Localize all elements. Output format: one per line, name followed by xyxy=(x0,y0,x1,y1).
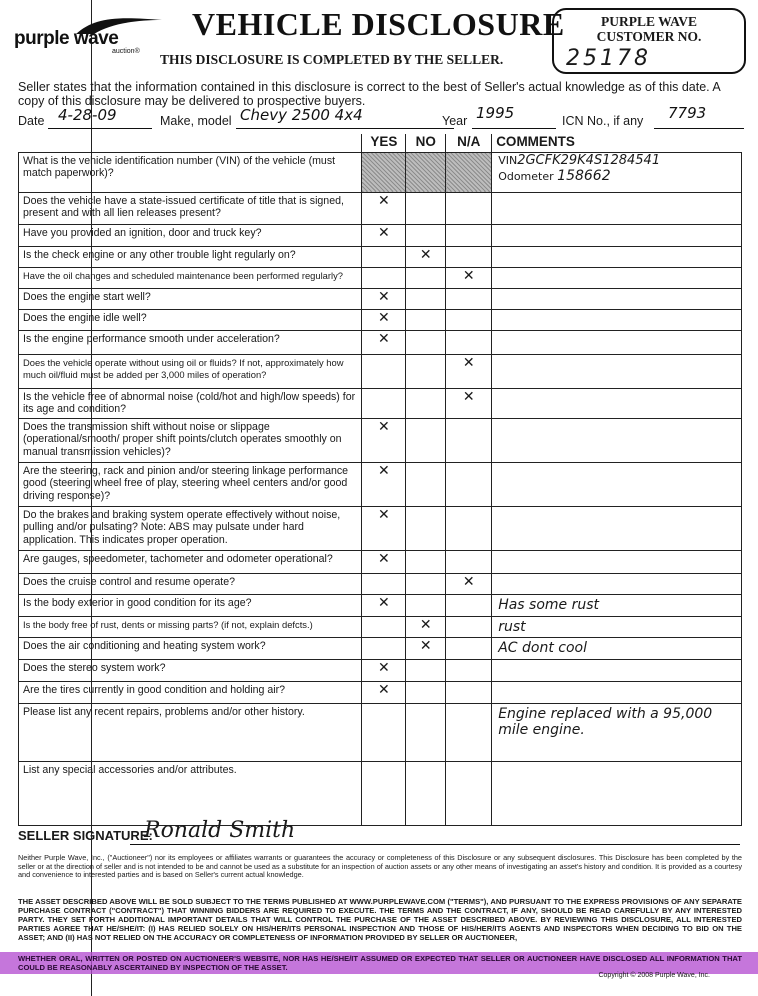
yes-checkbox-cell[interactable] xyxy=(362,637,406,659)
table-row xyxy=(19,192,742,224)
disclosure-table xyxy=(18,134,742,826)
page-subtitle: THIS DISCLOSURE IS COMPLETED BY THE SELLER. xyxy=(160,52,504,67)
no-checkbox-cell[interactable] xyxy=(406,703,446,761)
no-checkbox-cell[interactable] xyxy=(406,267,446,288)
na-checkbox-cell[interactable] xyxy=(446,637,492,659)
no-checkbox-cell[interactable] xyxy=(406,550,446,573)
na-checkbox-cell[interactable] xyxy=(446,681,492,703)
check-mark-icon: ✕ xyxy=(377,550,390,567)
yes-checkbox-cell[interactable] xyxy=(362,659,406,681)
copyright-text: Copyright © 2008 Purple Wave, Inc. xyxy=(598,972,710,979)
question-text: Does the transmission shift without noise or slippage (operational/smooth/ proper shift points/clutch operates smoothly on manual transmission vehicles)? xyxy=(19,418,362,462)
yes-checkbox-cell[interactable] xyxy=(362,550,406,573)
comment-cell[interactable] xyxy=(492,681,742,703)
date-label: Date xyxy=(18,114,45,128)
no-checkbox-cell[interactable] xyxy=(406,224,446,246)
vin-line xyxy=(498,153,741,168)
na-checkbox-cell[interactable] xyxy=(446,659,492,681)
check-mark-icon: ✕ xyxy=(377,681,390,698)
yes-checkbox-cell[interactable] xyxy=(362,506,406,550)
check-mark-icon: ✕ xyxy=(377,462,390,479)
table-row xyxy=(19,573,742,594)
na-checkbox-cell[interactable] xyxy=(446,388,492,418)
yes-checkbox-cell[interactable] xyxy=(362,573,406,594)
seller-signature-label: SELLER SIGNATURE: xyxy=(18,828,153,843)
check-mark-icon: ✕ xyxy=(462,573,475,590)
check-mark-icon: ✕ xyxy=(377,192,390,209)
yes-checkbox-cell[interactable] xyxy=(362,616,406,637)
no-checkbox-cell[interactable] xyxy=(406,388,446,418)
no-checkbox-cell[interactable] xyxy=(406,152,446,192)
no-checkbox-cell[interactable] xyxy=(406,637,446,659)
no-checkbox-cell[interactable] xyxy=(406,288,446,309)
question-text: Have the oil changes and scheduled maintenance been performed regularly? xyxy=(19,267,362,288)
no-checkbox-cell[interactable] xyxy=(406,761,446,825)
comment-cell[interactable] xyxy=(492,388,742,418)
table-header-row xyxy=(19,134,742,152)
check-mark-icon: ✕ xyxy=(419,246,432,263)
question-text: Is the body free of rust, dents or missing parts? (if not, explain defcts.) xyxy=(19,616,362,637)
question-text: Does the engine idle well? xyxy=(19,309,362,330)
yes-checkbox-cell[interactable] xyxy=(362,681,406,703)
vin-value[interactable]: 2GCFK29K4S1284541 xyxy=(517,152,661,168)
table-row xyxy=(19,462,742,506)
comment-cell[interactable] xyxy=(492,616,742,637)
comment-cell[interactable] xyxy=(492,246,742,267)
comment-cell[interactable] xyxy=(492,418,742,462)
comment-cell[interactable] xyxy=(492,192,742,224)
na-checkbox-cell[interactable] xyxy=(446,267,492,288)
comment-cell[interactable] xyxy=(492,550,742,573)
seller-signature[interactable]: Ronald Smith xyxy=(144,818,296,843)
question-text: Is the check engine or any other trouble light regularly on? xyxy=(19,246,362,267)
customer-number-value: 25178 xyxy=(566,46,651,71)
comment-cell[interactable] xyxy=(492,330,742,354)
terms-highlighted-text: WHETHER ORAL, WRITTEN OR POSTED ON AUCTIONEER'S WEBSITE, NOR HAS HE/SHE/IT ASSUMED OR EXPECTED THAT SELLER OR AUCTIONEER HAVE DISCLOSED ALL INFORMATION THAT COULD BE REASONABLY ASCERTAINED BY INSPECTION OF THE ASSET. xyxy=(18,954,742,972)
table-row xyxy=(19,681,742,703)
date-value[interactable]: 4-28-09 xyxy=(58,106,117,124)
odometer-label: Odometer xyxy=(498,169,554,183)
table-row xyxy=(19,330,742,354)
na-column-header: N/A xyxy=(446,134,492,152)
logo-subtext: auction® xyxy=(112,48,140,55)
na-checkbox-cell[interactable] xyxy=(446,616,492,637)
na-checkbox-cell[interactable] xyxy=(446,152,492,192)
no-checkbox-cell[interactable] xyxy=(406,616,446,637)
no-checkbox-cell[interactable] xyxy=(406,330,446,354)
comment-cell[interactable] xyxy=(492,309,742,330)
question-text: Are the steering, rack and pinion and/or steering linkage performance good (steering wheel free of play, steering wheel centers and/or good driving response)? xyxy=(19,462,362,506)
na-checkbox-cell[interactable] xyxy=(446,550,492,573)
comment-cell[interactable] xyxy=(492,506,742,550)
comment-text: AC dont cool xyxy=(498,639,587,656)
comment-cell[interactable] xyxy=(492,267,742,288)
table-row xyxy=(19,659,742,681)
na-checkbox-cell[interactable] xyxy=(446,761,492,825)
table-row xyxy=(19,594,742,616)
question-rows xyxy=(19,152,742,825)
comment-cell[interactable] xyxy=(492,152,742,192)
logo-text: purple wave xyxy=(14,28,119,49)
year-label: Year xyxy=(442,114,468,128)
question-text: Are gauges, speedometer, tachometer and odometer operational? xyxy=(19,550,362,573)
comments-column-header: COMMENTS xyxy=(492,134,742,152)
yes-checkbox-cell[interactable] xyxy=(362,418,406,462)
check-mark-icon: ✕ xyxy=(377,506,390,523)
question-text: Does the air conditioning and heating system work? xyxy=(19,637,362,659)
na-checkbox-cell[interactable] xyxy=(446,246,492,267)
comment-cell[interactable] xyxy=(492,462,742,506)
na-checkbox-cell[interactable] xyxy=(446,354,492,388)
comment-cell[interactable] xyxy=(492,761,742,825)
comment-text: rust xyxy=(498,618,526,635)
question-text: Is the engine performance smooth under acceleration? xyxy=(19,330,362,354)
check-mark-icon: ✕ xyxy=(377,224,390,241)
check-mark-icon: ✕ xyxy=(419,616,432,633)
question-text: Are the tires currently in good condition and holding air? xyxy=(19,681,362,703)
comment-text: Engine replaced with a 95,000 mile engine. xyxy=(498,705,713,738)
no-column-header: NO xyxy=(406,134,446,152)
no-checkbox-cell[interactable] xyxy=(406,573,446,594)
year-value[interactable]: 1995 xyxy=(476,104,515,122)
na-checkbox-cell[interactable] xyxy=(446,418,492,462)
disclaimer-text: Neither Purple Wave, Inc., ("Auctioneer") nor its employees or affiliates warrants or guarantees the accuracy or completeness of this Disclosure or any subsequent disclosures. This Disclosure has been completed by the seller or at the direction of seller and is not intended to be and cannot be used as a substitute for an inspection of auction assets or any other means of investigating an asset's history and condition. It is provided as a courtesy and convenience to interested parties and is based on Seller's current actual knowledge. xyxy=(18,853,742,880)
icn-label: ICN No., if any xyxy=(562,114,644,128)
question-text: Does the vehicle have a state-issued certificate of title that is signed, present and with all lien releases present? xyxy=(19,192,362,224)
yes-checkbox-cell[interactable] xyxy=(362,267,406,288)
table-row xyxy=(19,550,742,573)
table-row xyxy=(19,388,742,418)
comment-cell[interactable] xyxy=(492,288,742,309)
comment-cell[interactable] xyxy=(492,594,742,616)
table-row xyxy=(19,418,742,462)
table-row xyxy=(19,616,742,637)
yes-checkbox-cell[interactable] xyxy=(362,388,406,418)
question-text: Does the engine start well? xyxy=(19,288,362,309)
no-checkbox-cell[interactable] xyxy=(406,506,446,550)
no-checkbox-cell[interactable] xyxy=(406,192,446,224)
na-checkbox-cell[interactable] xyxy=(446,309,492,330)
question-text: Does the cruise control and resume operate? xyxy=(19,573,362,594)
question-column-header xyxy=(19,134,362,152)
table-row xyxy=(19,506,742,550)
yes-checkbox-cell[interactable] xyxy=(362,761,406,825)
comment-cell[interactable] xyxy=(492,637,742,659)
yes-checkbox-cell[interactable] xyxy=(362,224,406,246)
terms-text: THE ASSET DESCRIBED ABOVE WILL BE SOLD SUBJECT TO THE TERMS PUBLISHED AT WWW.PURPLEWAVE.COM ("TERMS"), AND PURSUANT TO THE EXPRESS PROVISIONS OF ANY SEPARATE PURCHASE CONTRACT ("CONTRACT") THAT WINNING BIDDERS ARE REQUIRED TO EXECUTE. THE TERMS AND THE CONTRACT, IF ANY, SHOULD BE READ CAREFULLY BY ANY INTERESTED PARTY. THEY SET FORTH ADDITIONAL IMPORTANT DETAILS THAT WILL CONTROL THE PURCHASE OF THE ASSET DESCRIBED ABOVE. BY REVIEWING THIS DISCLOSURE, ALL INTERESTED PARTIES AGREE THAT HE/SHE/IT: (I) HAS RELIED SOLELY ON HIS/HER/ITS PERSONAL INSPECTION AND THOSE OF HIS/HER/ITS AGENTS AND INSPECTORS WHEN DECIDING TO BID ON THE ASSET; AND (II) HAS NOT RELIED ON THE ACCURACY OR COMPLETENESS OF INFORMATION PROVIDED BY SELLER OR AUCTIONEER, xyxy=(18,897,742,942)
na-checkbox-cell[interactable] xyxy=(446,506,492,550)
yes-checkbox-cell[interactable] xyxy=(362,288,406,309)
no-checkbox-cell[interactable] xyxy=(406,681,446,703)
vehicle-info-line xyxy=(18,104,748,130)
table-row xyxy=(19,288,742,309)
vin-label: VIN xyxy=(498,153,518,167)
table-row xyxy=(19,224,742,246)
comment-cell[interactable] xyxy=(492,224,742,246)
yes-checkbox-cell[interactable] xyxy=(362,354,406,388)
customer-number-label: PURPLE WAVE CUSTOMER NO. xyxy=(596,14,702,44)
question-text: Please list any recent repairs, problems and/or other history. xyxy=(19,703,362,761)
no-checkbox-cell[interactable] xyxy=(406,594,446,616)
check-mark-icon: ✕ xyxy=(462,388,475,405)
na-checkbox-cell[interactable] xyxy=(446,192,492,224)
yes-checkbox-cell[interactable] xyxy=(362,246,406,267)
check-mark-icon: ✕ xyxy=(377,288,390,305)
na-checkbox-cell[interactable] xyxy=(446,594,492,616)
table-row xyxy=(19,637,742,659)
no-checkbox-cell[interactable] xyxy=(406,462,446,506)
question-text: Does the vehicle operate without using oil or fluids? If not, approximately how much oil/fluid must be added per 3,000 miles of operation? xyxy=(19,354,362,388)
question-text: Do the brakes and braking system operate effectively without noise, pulling and/or pulsating? Note: ABS may pulsate under hard application. This indicates proper operation. xyxy=(19,506,362,550)
table-row xyxy=(19,152,742,192)
comment-cell[interactable] xyxy=(492,659,742,681)
table-row xyxy=(19,761,742,825)
yes-checkbox-cell[interactable] xyxy=(362,309,406,330)
odometer-line xyxy=(498,168,741,184)
make-model-value[interactable]: Chevy 2500 4x4 xyxy=(240,106,363,124)
check-mark-icon: ✕ xyxy=(462,354,475,371)
table-row xyxy=(19,267,742,288)
yes-checkbox-cell[interactable] xyxy=(362,594,406,616)
yes-checkbox-cell[interactable] xyxy=(362,192,406,224)
na-checkbox-cell[interactable] xyxy=(446,288,492,309)
question-text: Is the vehicle free of abnormal noise (cold/hot and high/low speeds) for its age and condition? xyxy=(19,388,362,418)
customer-number-box xyxy=(552,8,746,74)
check-mark-icon: ✕ xyxy=(377,594,390,611)
purple-wave-logo xyxy=(14,12,154,60)
comment-cell[interactable] xyxy=(492,703,742,761)
question-text: Is the body exterior in good condition for its age? xyxy=(19,594,362,616)
make-model-label: Make, model xyxy=(160,114,232,128)
seller-statement: Seller states that the information contained in this disclosure is correct to the best of Seller's actual knowledge as of this date. A copy of this disclosure may be delivered to prospective buyers. xyxy=(18,80,721,108)
na-checkbox-cell[interactable] xyxy=(446,573,492,594)
yes-checkbox-cell[interactable] xyxy=(362,152,406,192)
yes-checkbox-cell[interactable] xyxy=(362,703,406,761)
signature-line xyxy=(130,844,740,845)
odometer-value[interactable]: 158662 xyxy=(557,167,611,184)
check-mark-icon: ✕ xyxy=(462,267,475,284)
na-checkbox-cell[interactable] xyxy=(446,462,492,506)
no-checkbox-cell[interactable] xyxy=(406,309,446,330)
table-row xyxy=(19,246,742,267)
table-row xyxy=(19,703,742,761)
question-text: List any special accessories and/or attributes. xyxy=(19,761,362,825)
yes-checkbox-cell[interactable] xyxy=(362,462,406,506)
no-checkbox-cell[interactable] xyxy=(406,659,446,681)
check-mark-icon: ✕ xyxy=(377,659,390,676)
question-text: Does the stereo system work? xyxy=(19,659,362,681)
icn-value[interactable]: 7793 xyxy=(668,104,707,122)
comment-cell[interactable] xyxy=(492,354,742,388)
no-checkbox-cell[interactable] xyxy=(406,246,446,267)
question-text: Have you provided an ignition, door and truck key? xyxy=(19,224,362,246)
yes-column-header: YES xyxy=(362,134,406,152)
yes-checkbox-cell[interactable] xyxy=(362,330,406,354)
check-mark-icon: ✕ xyxy=(377,309,390,326)
check-mark-icon: ✕ xyxy=(377,330,390,347)
na-checkbox-cell[interactable] xyxy=(446,703,492,761)
comment-cell[interactable] xyxy=(492,573,742,594)
na-checkbox-cell[interactable] xyxy=(446,330,492,354)
no-checkbox-cell[interactable] xyxy=(406,354,446,388)
table-row xyxy=(19,354,742,388)
check-mark-icon: ✕ xyxy=(419,637,432,654)
check-mark-icon: ✕ xyxy=(377,418,390,435)
no-checkbox-cell[interactable] xyxy=(406,418,446,462)
page-title: VEHICLE DISCLOSURE xyxy=(192,6,565,42)
question-text: What is the vehicle identification number (VIN) of the vehicle (must match paperwork)? xyxy=(19,152,362,192)
na-checkbox-cell[interactable] xyxy=(446,224,492,246)
comment-text: Has some rust xyxy=(498,596,600,613)
table-row xyxy=(19,309,742,330)
